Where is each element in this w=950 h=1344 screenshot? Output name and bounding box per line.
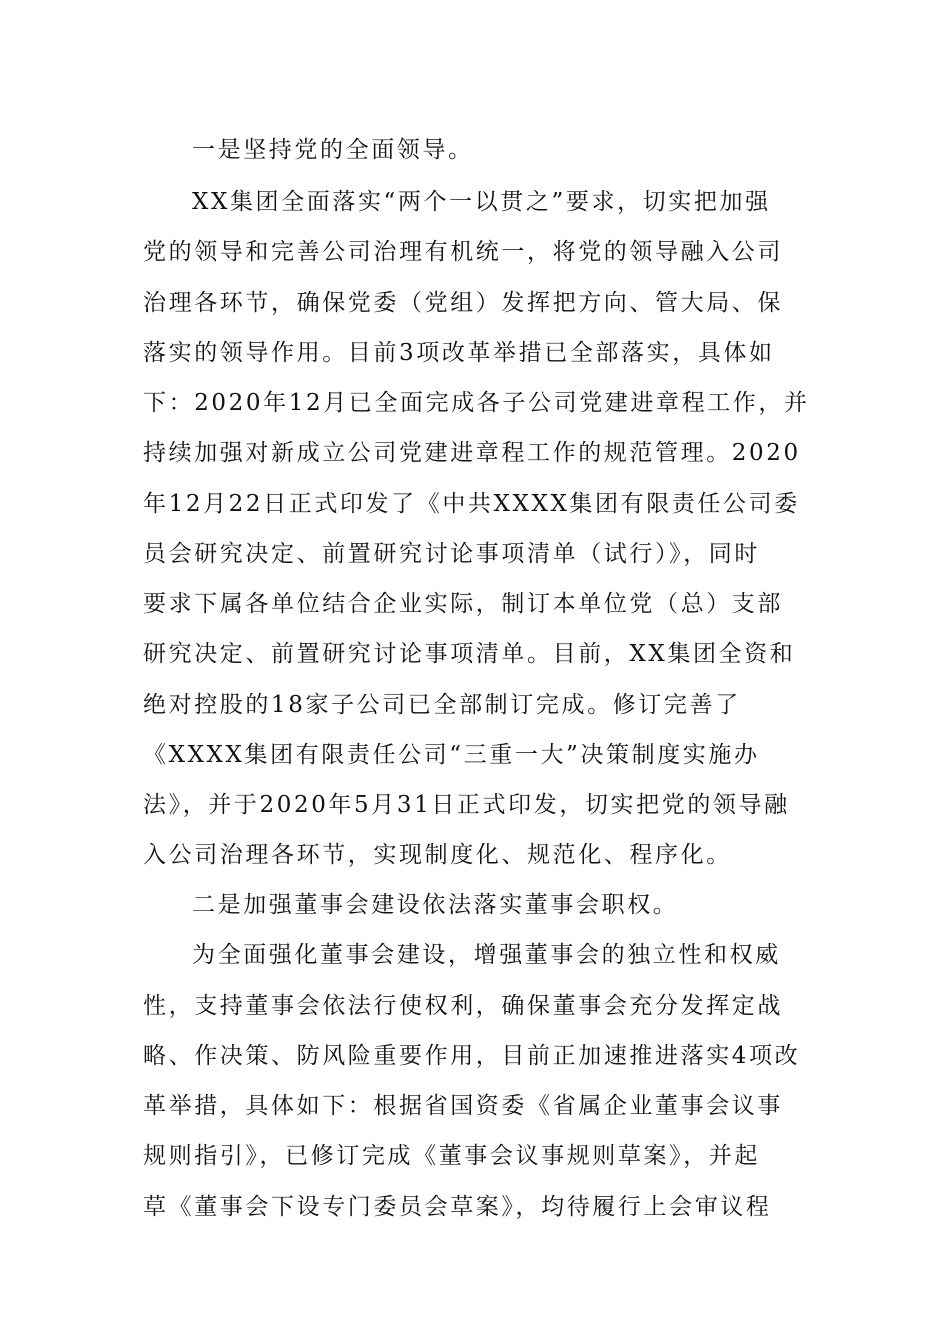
paragraph-line: 革举措，具体如下：根据省国资委《省属企业董事会议事 [143,1093,783,1119]
paragraph-line: 要求下属各单位结合企业实际，制订本单位党（总）支部 [143,591,783,617]
paragraph-line: 为全面强化董事会建设，增强董事会的独立性和权威 [192,942,781,968]
paragraph-line: 法》，并于2020年5月31日正式印发，切实把党的领导融 [143,792,790,818]
paragraph-line: 持续加强对新成立公司党建进章程工作的规范管理。2020 [143,440,801,466]
paragraph-line: 《XXXX集团有限责任公司“三重一大”决策制度实施办 [143,742,760,768]
paragraph-line: 治理各环节，确保党委（党组）发挥把方向、管大局、保 [143,290,783,316]
paragraph-line: 规则指引》，已修订完成《董事会议事规则草案》，并起 [143,1143,760,1169]
paragraph-line: 员会研究决定、前置研究讨论事项清单（试行）》，同时 [143,541,760,567]
paragraph-line: 党的领导和完善公司治理有机统一，将党的领导融入公司 [143,239,783,265]
paragraph-line: 性，支持董事会依法行使权利，确保董事会充分发挥定战 [143,993,783,1019]
paragraph-line: 略、作决策、防风险重要作用，目前正加速推进落实4项改 [143,1043,801,1069]
paragraph-line: 落实的领导作用。目前3项改革举措已全部落实，具体如 [143,340,775,366]
paragraph-line: 绝对控股的18家子公司已全部制订完成。修订完善了 [143,692,741,718]
paragraph-line: 入公司治理各环节，实现制度化、规范化、程序化。 [143,842,732,868]
paragraph-line: 研究决定、前置研究讨论事项清单。目前，XX集团全资和 [143,641,796,667]
paragraph-line: 年12月22日正式印发了《中共XXXX集团有限责任公司委 [143,491,800,517]
heading-two: 二是加强董事会建设依法落实董事会职权。 [192,892,679,918]
paragraph-line: XX集团全面落实“两个一以贯之”要求，切实把加强 [192,189,771,215]
paragraph-line: 下：2020年12月已全面完成各子公司党建进章程工作，并 [143,390,810,416]
heading-one: 一是坚持党的全面领导。 [192,137,474,163]
paragraph-line: 草《董事会下设专门委员会草案》，均待履行上会审议程 [143,1194,772,1220]
